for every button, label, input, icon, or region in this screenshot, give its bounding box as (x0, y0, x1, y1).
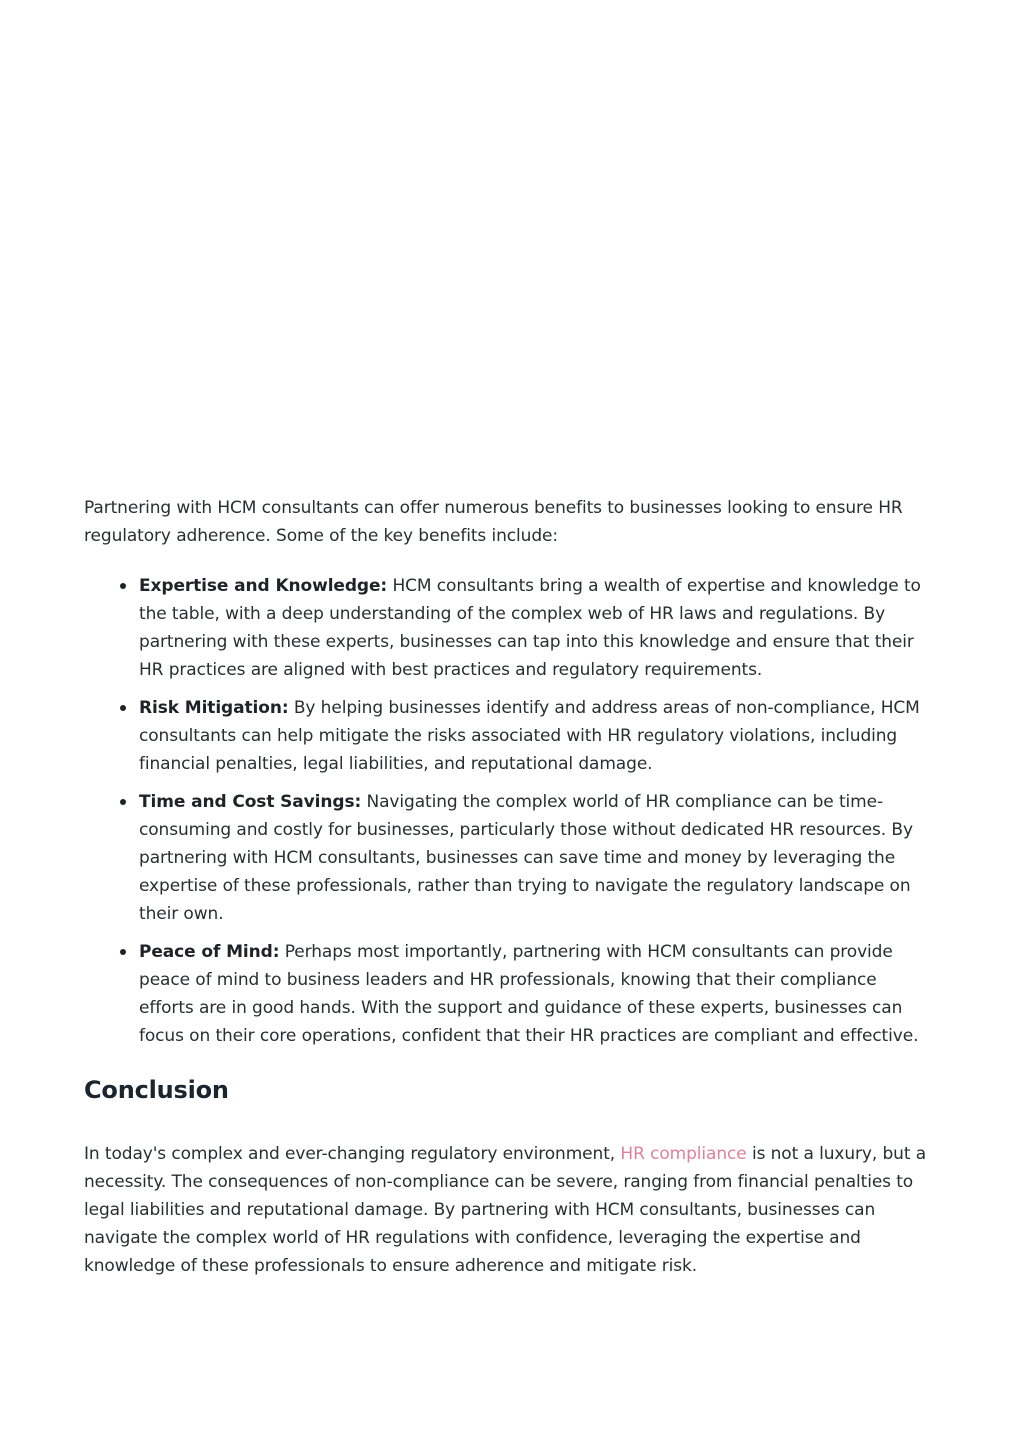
benefit-term: Risk Mitigation: (139, 698, 289, 718)
conclusion-paragraph (84, 1140, 930, 1280)
benefit-item-expertise (139, 572, 930, 684)
conclusion-text-start: In today's complex and ever-changing regulatory environment, (84, 1144, 621, 1164)
conclusion-heading: Conclusion (84, 1076, 229, 1104)
intro-paragraph: Partnering with HCM consultants can offer numerous benefits to businesses looking to ensure HR regulatory adherence. Some of the key benefits include: (84, 498, 903, 546)
benefit-term: Expertise and Knowledge: (139, 576, 388, 596)
hr-compliance-link[interactable]: HR compliance (620, 1144, 747, 1164)
benefit-item-peace (139, 938, 930, 1050)
conclusion-text-end: is not a luxury, but a necessity. The consequences of non-compliance can be severe, ranging from financial penalties to legal liabilities and reputational damage. By partnering with HCM consultants, businesses can navigate the complex world of HR regulations with confidence, leveraging the expertise and knowledge of these professionals to ensure adherence and mitigate risk. (84, 1144, 927, 1276)
benefit-term: Time and Cost Savings: (139, 792, 362, 812)
benefit-item-risk (139, 694, 930, 778)
benefit-item-time-cost (139, 788, 930, 928)
benefit-description: Perhaps most importantly, partnering with HCM consultants can provide peace of mind to business leaders and HR professionals, knowing that their compliance efforts are in good hands. With the support and guidance of these experts, businesses can focus on their core operations, confident that their HR practices are compliant and effective. (139, 942, 919, 1046)
article-content (84, 494, 930, 1280)
benefit-description: By helping businesses identify and address areas of non-compliance, HCM consultants can help mitigate the risks associated with HR regulatory violations, including financial penalties, legal liabilities, and reputational damage. (139, 698, 920, 774)
benefit-term: Peace of Mind: (139, 942, 280, 962)
benefit-description: Navigating the complex world of HR compliance can be time-consuming and costly for businesses, particularly those without dedicated HR resources. By partnering with HCM consultants, businesses can save time and money by leveraging the expertise of these professionals, rather than trying to navigate the regulatory landscape on their own. (139, 792, 913, 924)
benefits-list (84, 572, 930, 1050)
benefit-description: HCM consultants bring a wealth of expertise and knowledge to the table, with a deep understanding of the complex web of HR laws and regulations. By partnering with these experts, businesses can tap into this knowledge and ensure that their HR practices are aligned with best practices and regulatory requirements. (139, 576, 921, 680)
